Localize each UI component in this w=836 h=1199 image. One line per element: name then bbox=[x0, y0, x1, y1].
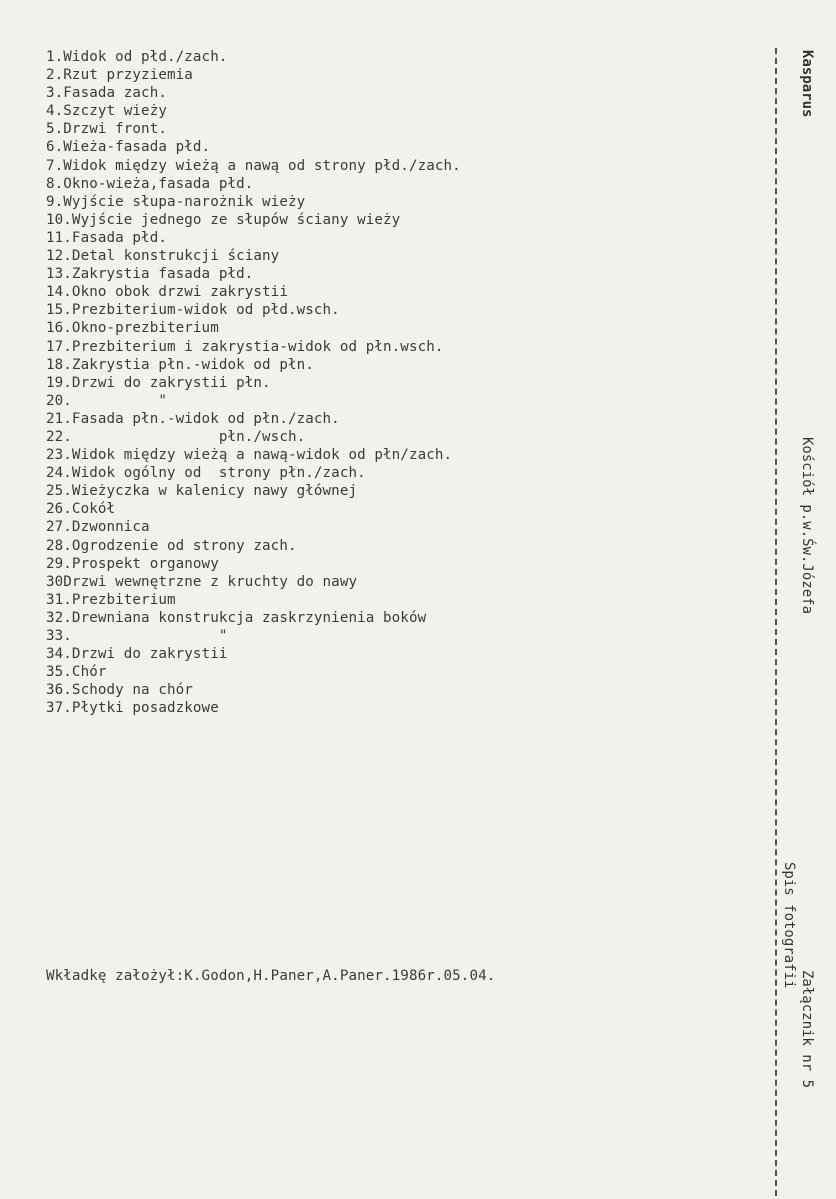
photo-list bbox=[46, 48, 746, 717]
list-item: 29.Prospekt organowy bbox=[46, 555, 219, 572]
dashed-divider bbox=[775, 48, 777, 1196]
list-item: 26.Cokół bbox=[46, 501, 116, 518]
list-item: 2.Rzut przyziemia bbox=[46, 67, 193, 84]
list-item: 19.Drzwi do zakrystii płn. bbox=[46, 374, 271, 391]
list-item: 22. płn./wsch. bbox=[46, 428, 306, 445]
list-item: 37.Płytki posadzkowe bbox=[46, 700, 219, 717]
list-item: 36.Schody na chór bbox=[46, 682, 193, 699]
side-church-label: Kościół p.w.Św.Józefa bbox=[799, 437, 815, 615]
list-item: 16.Okno-prezbiterium bbox=[46, 320, 219, 337]
list-item: 3.Fasada zach. bbox=[46, 85, 167, 102]
list-item: 9.Wyjście słupa-narożnik wieży bbox=[46, 193, 306, 210]
list-item: 32.Drewniana konstrukcja zaskrzynienia boków bbox=[46, 609, 427, 626]
side-annex-label: Załącznik nr 5 bbox=[799, 970, 815, 1089]
list-item: 12.Detal konstrukcji ściany bbox=[46, 248, 280, 265]
list-item: 18.Zakrystia płn.-widok od płn. bbox=[46, 356, 314, 373]
list-item: 33. " bbox=[46, 628, 228, 644]
list-item: 15.Prezbiterium-widok od płd.wsch. bbox=[46, 302, 340, 319]
list-item: 35.Chór bbox=[46, 664, 107, 681]
list-item: 34.Drzwi do zakrystii bbox=[46, 646, 228, 663]
side-author-label: Kasparus bbox=[799, 50, 815, 118]
list-item: 24.Widok ogólny od strony płn./zach. bbox=[46, 465, 366, 482]
list-item: 4.Szczyt wieży bbox=[46, 103, 167, 120]
list-item: 31.Prezbiterium bbox=[46, 591, 176, 608]
list-item: 23.Widok między wieżą a nawą-widok od płn/zach. bbox=[46, 447, 453, 464]
list-item: 5.Drzwi front. bbox=[46, 121, 167, 138]
list-item: 20. " bbox=[46, 392, 167, 409]
list-item: 7.Widok między wieżą a nawą od strony płd./zach. bbox=[46, 157, 461, 174]
list-item: 27.Dzwonnica bbox=[46, 519, 150, 536]
list-item: 21.Fasada płn.-widok od płn./zach. bbox=[46, 410, 340, 427]
list-item: 13.Zakrystia fasada płd. bbox=[46, 266, 254, 283]
side-caption-label: Spis fotografii bbox=[781, 862, 797, 989]
list-item: 28.Ogrodzenie od strony zach. bbox=[46, 537, 297, 554]
list-item: 17.Prezbiterium i zakrystia-widok od płn.wsch. bbox=[46, 338, 444, 355]
list-item: 10.Wyjście jednego ze słupów ściany wieży bbox=[46, 211, 401, 228]
list-item: 8.Okno-wieża,fasada płd. bbox=[46, 175, 254, 192]
list-item: 6.Wieża-fasada płd. bbox=[46, 139, 211, 156]
list-item: 1.Widok od płd./zach. bbox=[46, 49, 228, 65]
list-item: 25.Wieżyczka w kalenicy nawy głównej bbox=[46, 483, 358, 500]
list-item: 14.Okno obok drzwi zakrystii bbox=[46, 284, 288, 301]
authors-note: Wkładkę założył:K.Godon,H.Paner,A.Paner.1986r.05.04. bbox=[46, 968, 496, 984]
list-item: 30Drzwi wewnętrzne z kruchty do nawy bbox=[46, 573, 358, 590]
list-item: 11.Fasada płd. bbox=[46, 229, 167, 246]
